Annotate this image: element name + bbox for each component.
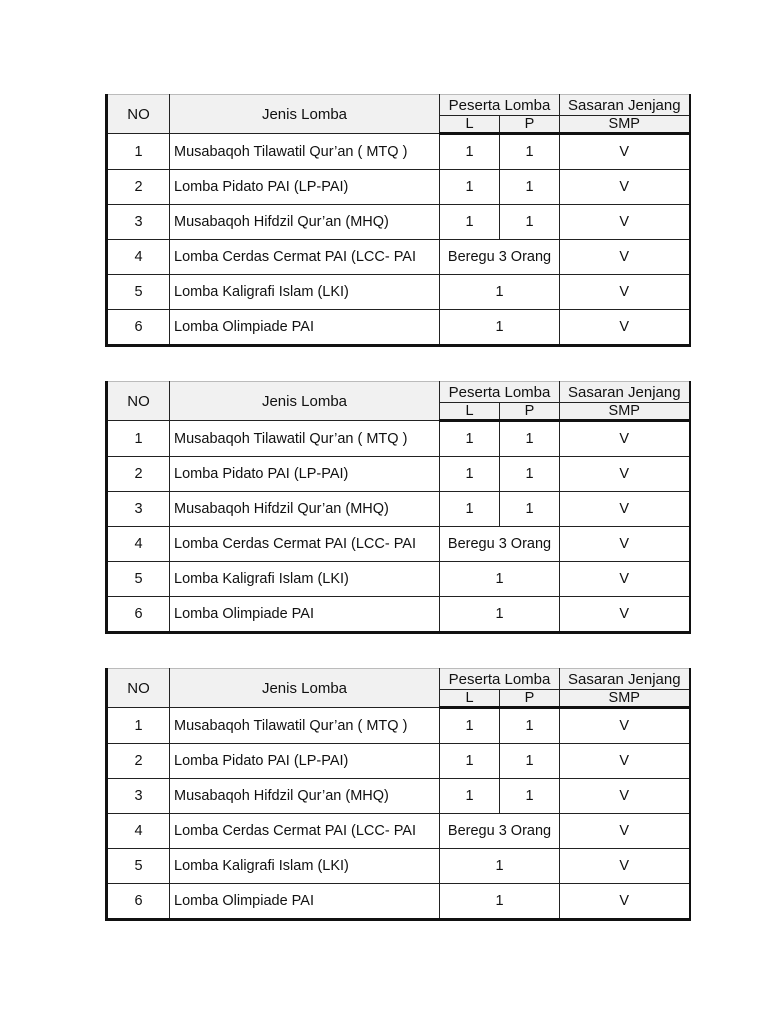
cell-jenis-lomba: Musabaqoh Hifdzil Qur’an (MHQ): [170, 779, 440, 814]
cell-l: 1: [440, 134, 500, 170]
cell-no: 2: [107, 744, 170, 779]
cell-no: 1: [107, 421, 170, 457]
cell-p: 1: [500, 457, 560, 492]
cell-l: 1: [440, 779, 500, 814]
header-no: NO: [107, 95, 170, 134]
table-row: [107, 492, 690, 527]
cell-smp: V: [560, 849, 690, 884]
table-row: [107, 779, 690, 814]
competition-table: [105, 94, 691, 347]
header-l: L: [440, 690, 500, 708]
competition-table: [105, 668, 691, 921]
table-row: [107, 849, 690, 884]
header-row: [107, 669, 690, 690]
cell-peserta: 1: [440, 849, 560, 884]
cell-no: 4: [107, 527, 170, 562]
header-smp: SMP: [560, 403, 690, 421]
cell-smp: V: [560, 240, 690, 275]
header-smp: SMP: [560, 116, 690, 134]
header-sasaran-jenjang: Sasaran Jenjang: [560, 669, 690, 690]
table-row: [107, 240, 690, 275]
cell-peserta: 1: [440, 275, 560, 310]
header-peserta-lomba: Peserta Lomba: [440, 669, 560, 690]
cell-jenis-lomba: Lomba Pidato PAI (LP-PAI): [170, 457, 440, 492]
header-l: L: [440, 116, 500, 134]
cell-l: 1: [440, 492, 500, 527]
header-jenis-lomba: Jenis Lomba: [170, 95, 440, 134]
table-row: [107, 170, 690, 205]
header-jenis-lomba: Jenis Lomba: [170, 382, 440, 421]
cell-no: 3: [107, 779, 170, 814]
cell-p: 1: [500, 744, 560, 779]
table-row: [107, 205, 690, 240]
cell-smp: V: [560, 457, 690, 492]
header-sasaran-jenjang: Sasaran Jenjang: [560, 95, 690, 116]
cell-jenis-lomba: Musabaqoh Hifdzil Qur’an (MHQ): [170, 492, 440, 527]
cell-smp: V: [560, 275, 690, 310]
cell-no: 6: [107, 884, 170, 920]
header-p: P: [500, 403, 560, 421]
cell-peserta: 1: [440, 562, 560, 597]
cell-jenis-lomba: Lomba Cerdas Cermat PAI (LCC- PAI: [170, 814, 440, 849]
cell-p: 1: [500, 779, 560, 814]
cell-no: 1: [107, 708, 170, 744]
cell-l: 1: [440, 170, 500, 205]
cell-jenis-lomba: Lomba Cerdas Cermat PAI (LCC- PAI: [170, 527, 440, 562]
cell-jenis-lomba: Musabaqoh Tilawatil Qur’an ( MTQ ): [170, 421, 440, 457]
table-row: [107, 310, 690, 346]
cell-smp: V: [560, 310, 690, 346]
cell-smp: V: [560, 562, 690, 597]
cell-p: 1: [500, 421, 560, 457]
table-row: [107, 708, 690, 744]
header-row: [107, 95, 690, 116]
table-row: [107, 527, 690, 562]
cell-smp: V: [560, 421, 690, 457]
cell-l: 1: [440, 708, 500, 744]
cell-no: 3: [107, 205, 170, 240]
cell-no: 3: [107, 492, 170, 527]
header-smp: SMP: [560, 690, 690, 708]
cell-smp: V: [560, 527, 690, 562]
header-l: L: [440, 403, 500, 421]
cell-jenis-lomba: Musabaqoh Hifdzil Qur’an (MHQ): [170, 205, 440, 240]
cell-jenis-lomba: Lomba Olimpiade PAI: [170, 597, 440, 633]
table-row: [107, 562, 690, 597]
cell-no: 1: [107, 134, 170, 170]
cell-p: 1: [500, 170, 560, 205]
table-row: [107, 457, 690, 492]
table-row: [107, 814, 690, 849]
cell-peserta: 1: [440, 884, 560, 920]
cell-smp: V: [560, 744, 690, 779]
cell-no: 4: [107, 814, 170, 849]
cell-jenis-lomba: Lomba Olimpiade PAI: [170, 884, 440, 920]
cell-l: 1: [440, 421, 500, 457]
cell-p: 1: [500, 708, 560, 744]
cell-peserta: 1: [440, 597, 560, 633]
cell-smp: V: [560, 205, 690, 240]
cell-jenis-lomba: Lomba Cerdas Cermat PAI (LCC- PAI: [170, 240, 440, 275]
header-no: NO: [107, 382, 170, 421]
cell-smp: V: [560, 170, 690, 205]
header-sasaran-jenjang: Sasaran Jenjang: [560, 382, 690, 403]
cell-jenis-lomba: Lomba Kaligrafi Islam (LKI): [170, 849, 440, 884]
cell-p: 1: [500, 205, 560, 240]
table-row: [107, 421, 690, 457]
cell-smp: V: [560, 492, 690, 527]
cell-l: 1: [440, 744, 500, 779]
cell-jenis-lomba: Lomba Kaligrafi Islam (LKI): [170, 562, 440, 597]
cell-smp: V: [560, 884, 690, 920]
cell-jenis-lomba: Lomba Pidato PAI (LP-PAI): [170, 744, 440, 779]
cell-peserta: Beregu 3 Orang: [440, 527, 560, 562]
cell-peserta: Beregu 3 Orang: [440, 240, 560, 275]
table-row: [107, 884, 690, 920]
header-peserta-lomba: Peserta Lomba: [440, 382, 560, 403]
cell-l: 1: [440, 457, 500, 492]
cell-no: 4: [107, 240, 170, 275]
cell-smp: V: [560, 814, 690, 849]
cell-no: 5: [107, 275, 170, 310]
cell-smp: V: [560, 134, 690, 170]
header-p: P: [500, 116, 560, 134]
cell-no: 5: [107, 562, 170, 597]
table-row: [107, 744, 690, 779]
table-row: [107, 275, 690, 310]
table-row: [107, 134, 690, 170]
cell-jenis-lomba: Lomba Olimpiade PAI: [170, 310, 440, 346]
cell-l: 1: [440, 205, 500, 240]
header-p: P: [500, 690, 560, 708]
cell-jenis-lomba: Lomba Kaligrafi Islam (LKI): [170, 275, 440, 310]
table-row: [107, 597, 690, 633]
cell-no: 2: [107, 170, 170, 205]
cell-jenis-lomba: Musabaqoh Tilawatil Qur’an ( MTQ ): [170, 708, 440, 744]
header-jenis-lomba: Jenis Lomba: [170, 669, 440, 708]
cell-smp: V: [560, 597, 690, 633]
cell-p: 1: [500, 134, 560, 170]
cell-jenis-lomba: Musabaqoh Tilawatil Qur’an ( MTQ ): [170, 134, 440, 170]
competition-table: [105, 381, 691, 634]
cell-no: 6: [107, 597, 170, 633]
cell-jenis-lomba: Lomba Pidato PAI (LP-PAI): [170, 170, 440, 205]
cell-smp: V: [560, 779, 690, 814]
header-row: [107, 382, 690, 403]
cell-no: 6: [107, 310, 170, 346]
header-no: NO: [107, 669, 170, 708]
cell-peserta: Beregu 3 Orang: [440, 814, 560, 849]
cell-no: 2: [107, 457, 170, 492]
cell-smp: V: [560, 708, 690, 744]
cell-no: 5: [107, 849, 170, 884]
cell-peserta: 1: [440, 310, 560, 346]
header-peserta-lomba: Peserta Lomba: [440, 95, 560, 116]
cell-p: 1: [500, 492, 560, 527]
